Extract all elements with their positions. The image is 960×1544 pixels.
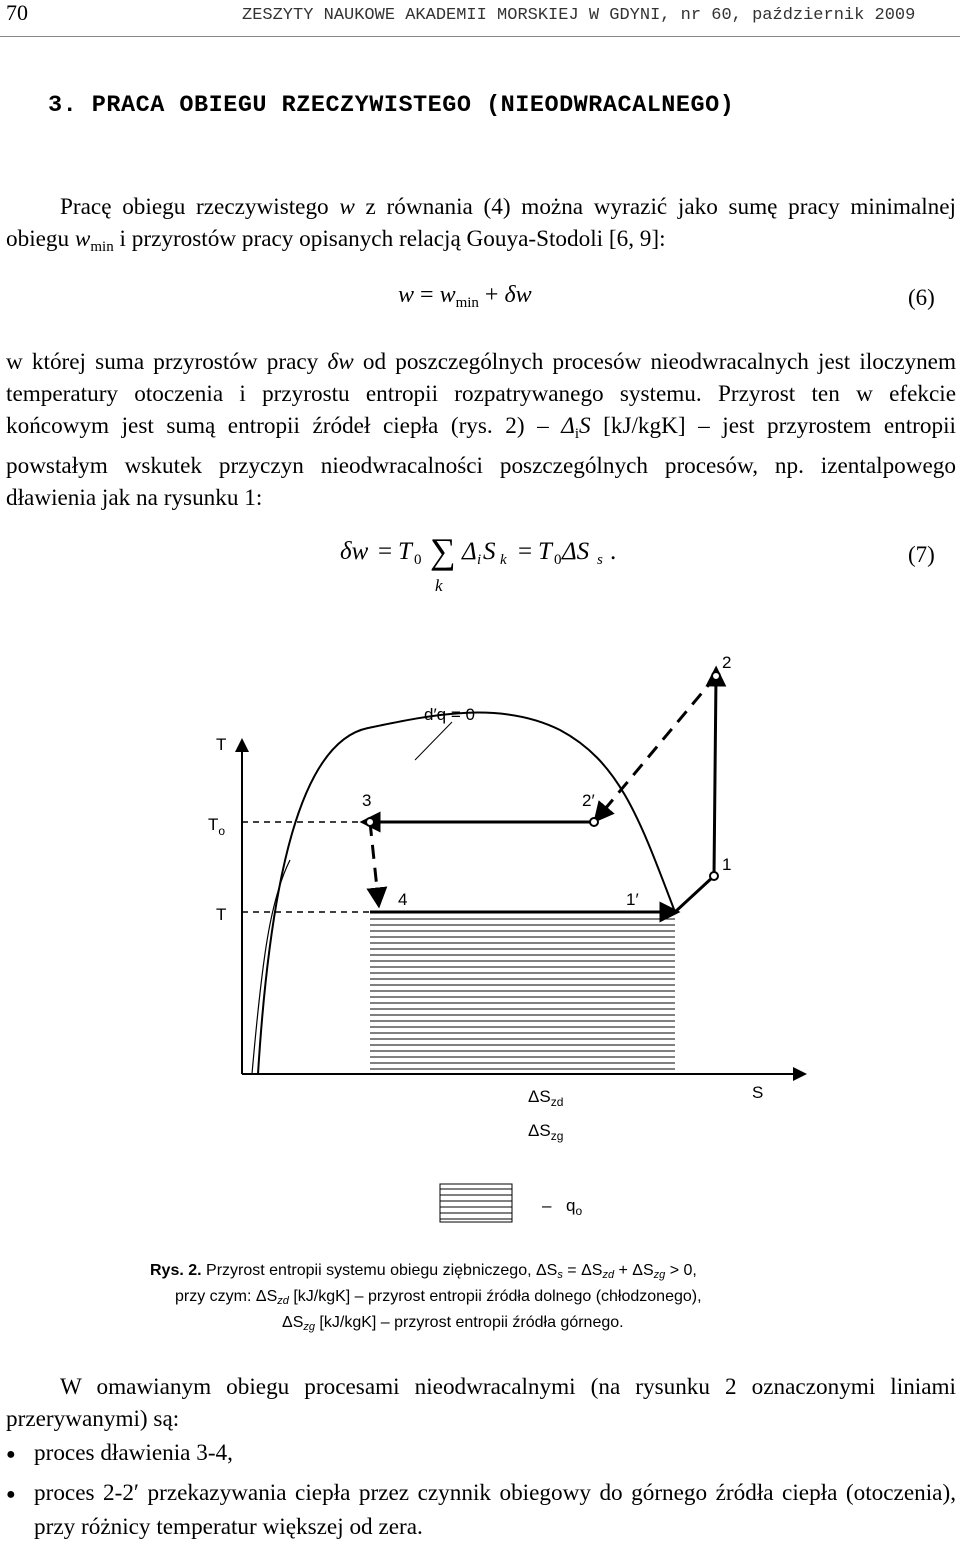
running-header: ZESZYTY NAUKOWE AKADEMII MORSKIEJ W GDYNI, nr 60, październik 2009 [242, 6, 916, 25]
eq7-sum: ∑ [430, 531, 456, 571]
para1-sub-min: min [90, 239, 114, 255]
eq7-sum-index: k [435, 576, 443, 595]
bullet-item-2 [6, 1476, 956, 1544]
page-number: 70 [6, 0, 28, 25]
label-point-3: 3 [362, 791, 372, 810]
bullet-list [6, 1436, 956, 1544]
label-point-4: 4 [398, 890, 408, 909]
eq7-lhs: δw [340, 538, 369, 565]
label-dszd-sub: zd [550, 1095, 564, 1109]
eq7-sub-s: s [597, 552, 603, 568]
equation-6 [398, 282, 532, 312]
caption-line2-a: przy czym: [175, 1288, 256, 1305]
cooling-2-2p-line [600, 676, 716, 815]
eq7-delta: Δ [462, 538, 477, 565]
label-To-T: T [208, 815, 219, 834]
caption-f-zg: zg [653, 1269, 666, 1281]
para2-var-dw: δw [327, 349, 354, 375]
label-point-1p: 1′ [626, 890, 639, 909]
ts-diagram [0, 630, 960, 1255]
point-1-marker [710, 872, 718, 880]
point-3-marker [366, 818, 374, 826]
legend-q: q [566, 1196, 576, 1215]
point-2-marker [712, 672, 720, 680]
legend-hatch-swatch [440, 1184, 512, 1222]
equation-6-number: (6) [908, 285, 935, 310]
para1-text-a: Pracę obiegu rzeczywistego [60, 194, 340, 220]
figure-caption [150, 1260, 810, 1338]
dq-leader [415, 722, 452, 760]
eq7-sub-i: i [477, 552, 482, 568]
eq7-T0b: T [538, 538, 552, 565]
caption-line-2 [150, 1286, 810, 1312]
para2-text-c: [kJ/kgK] – jest przyrostem entropii powstałym wskutek przyczyn nieodwracalności poszczególnych procesów, np. izentalpowego dławienia jak na rysunku 1: [6, 413, 956, 511]
eq6-dw: δw [504, 282, 532, 308]
eq7-S: S [483, 538, 496, 565]
eq6-w: w [439, 282, 456, 308]
para2-var-s: S [579, 413, 591, 439]
caption-line3-zg: zg [303, 1321, 315, 1333]
label-point-2p: 2′ [582, 791, 595, 810]
eq7-eq2: = [518, 538, 533, 565]
paragraph-3: W omawianym obiegu procesami nieodwracalnymi (na rysunku 2 oznaczonymi liniami przerywanymi) są: [6, 1374, 956, 1432]
paragraph-1 [6, 191, 956, 263]
para1-text-c: i przyrostów pracy opisanych relacją Gouya-Stodoli [6, 9]: [113, 226, 666, 252]
legend-q-sub: o [575, 1204, 583, 1218]
caption-f-eq: = ΔS [562, 1262, 603, 1279]
legend-dash: – [542, 1196, 552, 1215]
caption-line2-zd: zd [277, 1295, 289, 1307]
label-dszg-sub: zg [550, 1129, 564, 1143]
label-dszd-main: ΔS [528, 1087, 551, 1106]
para2-sub-i: i [574, 426, 580, 442]
section-heading: 3. PRACA OBIEGU RZECZYWISTEGO (NIEODWRACALNEGO) [48, 92, 735, 119]
qo-hatched-area [370, 912, 675, 1074]
bullet-dot-icon: ● [6, 1446, 16, 1463]
label-dszd [528, 1087, 563, 1109]
eq7-sub-k: k [500, 552, 507, 568]
label-T-axis: T [216, 735, 227, 754]
para2-delta: Δ [561, 413, 575, 439]
compression-1-2-line [714, 676, 716, 876]
label-dszg-main: ΔS [528, 1121, 551, 1140]
legend-qo [566, 1196, 582, 1218]
caption-line-3 [150, 1312, 810, 1338]
bullet-dot-icon: ● [6, 1486, 16, 1503]
bullet-item-1 [6, 1436, 956, 1472]
para1-var-w: w [339, 194, 355, 220]
eq7-eq1: = [378, 538, 393, 565]
para2-text-a: w której suma przyrostów pracy [6, 349, 328, 375]
label-dszg [528, 1121, 563, 1143]
label-point-1: 1 [722, 855, 732, 874]
eq7-dot: . [610, 538, 617, 565]
caption-line2-ds: ΔS [255, 1288, 278, 1305]
label-T-low: T [216, 905, 227, 924]
caption-line2-b: [kJ/kgK] – przyrost entropii źródła dolnego (chłodzonego), [288, 1288, 702, 1305]
point-2p-marker [590, 818, 598, 826]
eq6-plus: + [478, 282, 505, 308]
caption-line-1 [150, 1260, 810, 1286]
label-point-2: 2 [722, 653, 732, 672]
caption-f-s: s [557, 1269, 563, 1281]
header-rule [0, 36, 960, 37]
eq7-T0: T [398, 538, 412, 565]
caption-label: Rys. 2. [150, 1262, 202, 1279]
eq7-sub0: 0 [414, 552, 422, 568]
label-To [208, 815, 225, 838]
paragraph-2 [6, 346, 956, 514]
para1-text-b: z równania (4) można wyrazić jako sumę pracy minimalnej obiegu [6, 194, 956, 252]
caption-formula: ΔS [535, 1262, 558, 1279]
label-To-sub: o [218, 824, 226, 838]
saturation-curve-inner [252, 860, 290, 1074]
throttling-3-4-line [370, 822, 378, 898]
bullet-text-2: proces 2-2′ przekazywania ciepła przez czynnik obiegowy do górnego źródła ciepła (otoczenia), przy różnicy temperatur większej od zera. [34, 1480, 956, 1540]
caption-f-plus: + ΔS [614, 1262, 654, 1279]
label-dq: d′q = 0 [424, 705, 475, 724]
eq6-sub-min: min [455, 295, 479, 311]
para2-text-b: od poszczególnych procesów nieodwracalnych jest iloczynem temperatury otoczenia i przyrostu entropii rozpatrywanego systemu. Przyrost ten w efekcie końcowym jest sumą entropii źródeł ciepła (rys. 2) – [6, 349, 956, 439]
caption-f-gt: > 0, [665, 1262, 697, 1279]
label-S-axis: S [752, 1083, 764, 1102]
caption-line3-ds: ΔS [282, 1314, 304, 1331]
equation-7 [340, 531, 800, 608]
eq7-delta-s: ΔS [562, 538, 590, 565]
caption-line3-b: [kJ/kgK] – przyrost entropii źródła górnego. [314, 1314, 624, 1331]
eq6-lhs: w [398, 282, 415, 308]
superheat-1p-1-line [675, 876, 714, 912]
para1-var-wmin: w [74, 226, 91, 252]
caption-text-1: Przyrost entropii systemu obiegu ziębniczego, [201, 1262, 536, 1279]
eq6-equals: = [414, 282, 440, 308]
caption-f-zd: zd [602, 1269, 615, 1281]
bullet-text-1: proces dławienia 3-4, [34, 1440, 233, 1466]
eq7-sub0b: 0 [554, 552, 562, 568]
equation-7-number: (7) [908, 542, 935, 567]
